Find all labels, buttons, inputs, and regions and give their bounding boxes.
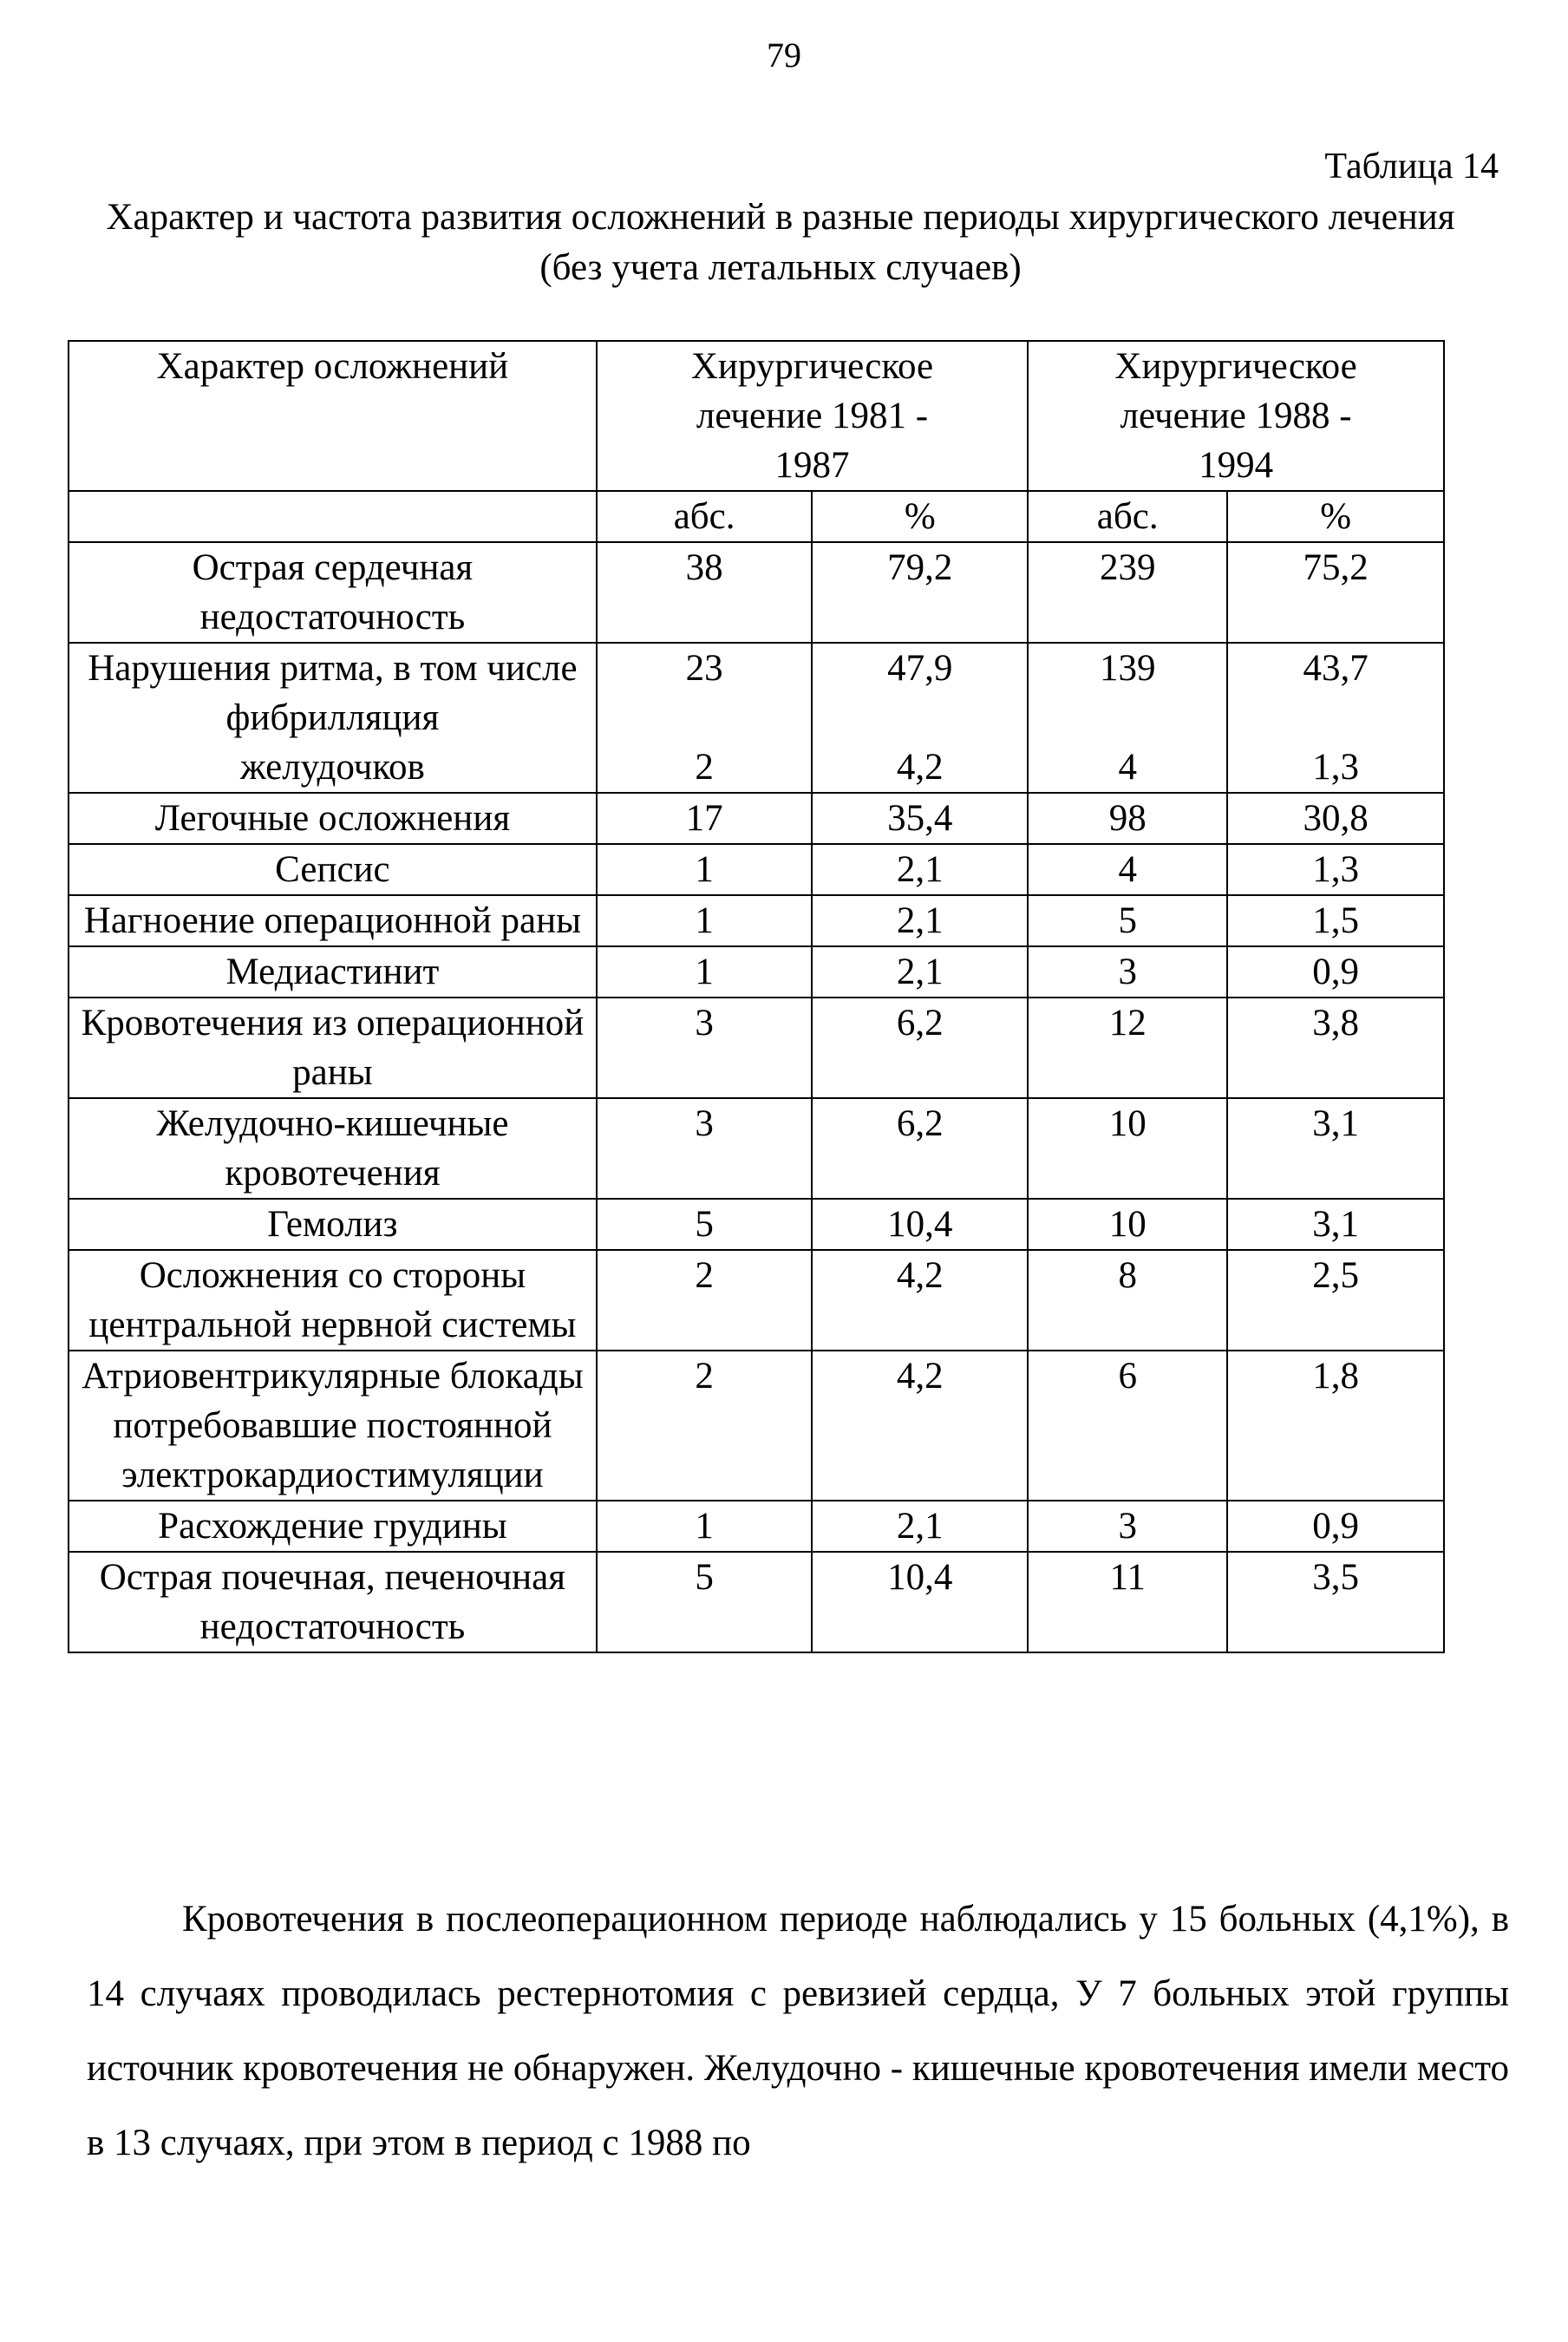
abs-1981-1987-cell: [597, 1098, 813, 1199]
abs-1988-1994: 3: [1118, 1506, 1137, 1547]
abs-1981-1987-cell: [597, 946, 813, 998]
pct-1988-1994: 1,5: [1312, 900, 1359, 941]
pct-1981-1987-cell: [812, 1199, 1028, 1250]
pct-1988-1994-cell: [1227, 1199, 1444, 1250]
abs-1988-1994: 11: [1109, 1557, 1146, 1598]
complication-name: Легочные осложнения: [154, 798, 511, 839]
table-row: [69, 1098, 1444, 1199]
pct-1981-1987: 4,2: [896, 1255, 944, 1296]
pct-1981-1987-cell: [812, 844, 1028, 895]
abs-1988-1994-cell: [1028, 1250, 1227, 1351]
abs-1981-1987: 2: [695, 1356, 714, 1397]
body-paragraph: Кровотечения в послеоперационном периоде наблюдались у 15 больных (4,1%), в 14 случаях проводилась рестернотомия с ревизией сердца, У 7 больных этой группы источник кровотечения не обнаружен. Желудочно - кишечные кровотечения имели место в 13 случаях, при этом в период с 1988 по: [87, 1899, 1509, 2163]
abs-1981-1987-cell: [597, 844, 813, 895]
complication-name-cell: [69, 1351, 597, 1501]
complications-table: [68, 340, 1445, 1653]
complication-name-cell: [69, 895, 597, 946]
abs-1988-1994: 10: [1108, 1103, 1147, 1144]
table-row: [69, 844, 1444, 895]
abs-1981-1987-cell: [597, 643, 813, 793]
table-row: [69, 946, 1444, 998]
table-row: [69, 1250, 1444, 1351]
abs-1988-1994-cell: [1028, 844, 1227, 895]
abs-1988-1994: 3: [1118, 952, 1137, 992]
complication-name-cell: [69, 1501, 597, 1552]
pct-1981-1987: 10,4: [887, 1557, 953, 1598]
abs-1988-1994-cell: [1028, 793, 1227, 844]
pct-1988-1994: 2,5: [1312, 1255, 1359, 1296]
complication-name: Расхождение грудины: [158, 1506, 507, 1547]
abs-1988-1994-cell: [1028, 895, 1227, 946]
abs-1981-1987-cell: [597, 1552, 813, 1652]
abs-1981-1987: 38: [685, 547, 723, 588]
page-number: 79: [767, 36, 801, 75]
subheader-pct-1: %: [812, 491, 1028, 542]
complication-name: Сепсис: [275, 849, 390, 890]
pct-1981-1987-cell: [812, 1351, 1028, 1501]
pct-1981-1987: 2,1: [896, 1506, 944, 1547]
abs-1981-1987: 5: [695, 1557, 714, 1598]
pct-1981-1987: 10,4: [887, 1204, 953, 1245]
pct-1981-1987-cell: [812, 643, 1028, 793]
table-row: [69, 1501, 1444, 1552]
abs-1988-1994: 12: [1108, 1003, 1147, 1043]
pct-1981-1987-cell: [812, 1098, 1028, 1199]
pct-1988-1994-cell: [1227, 946, 1444, 998]
abs-1981-1987-cell: [597, 895, 813, 946]
abs-1981-1987-sub: 2: [695, 747, 714, 788]
subheader-abs-2: абс.: [1028, 491, 1227, 542]
abs-1981-1987: 1: [695, 849, 714, 890]
table-row: [69, 1552, 1444, 1652]
table-row: [69, 643, 1444, 793]
abs-1988-1994: 6: [1118, 1356, 1137, 1397]
pct-1988-1994: 3,1: [1312, 1204, 1359, 1245]
pct-1988-1994-cell: [1227, 1552, 1444, 1652]
pct-1981-1987-cell: [812, 1250, 1028, 1351]
pct-1981-1987: 6,2: [896, 1003, 944, 1043]
abs-1981-1987: 1: [695, 900, 714, 941]
abs-1981-1987: 3: [695, 1003, 714, 1043]
spacer: [1034, 693, 1221, 743]
abs-1988-1994: 4: [1118, 849, 1137, 890]
complication-name-cell: [69, 946, 597, 998]
abs-1988-1994: 98: [1108, 798, 1147, 839]
complication-name-cell: [69, 1098, 597, 1199]
abs-1981-1987-cell: [597, 1250, 813, 1351]
subheader-abs-1: абс.: [597, 491, 813, 542]
table-row: [69, 998, 1444, 1098]
abs-1988-1994: 139: [1099, 648, 1156, 689]
abs-1988-1994-cell: [1028, 1501, 1227, 1552]
pct-1988-1994: 3,5: [1312, 1557, 1359, 1598]
complication-name-cell: [69, 643, 597, 793]
complication-name: Медиастинит: [225, 952, 440, 992]
pct-1988-1994: 0,9: [1312, 1506, 1359, 1547]
abs-1988-1994-cell: [1028, 1552, 1227, 1652]
pct-1988-1994: 30,8: [1303, 798, 1369, 839]
spacer: [818, 693, 1022, 743]
abs-1988-1994-cell: [1028, 1098, 1227, 1199]
pct-1981-1987-cell: [812, 895, 1028, 946]
abs-1981-1987-cell: [597, 1501, 813, 1552]
table-caption: Таблица 14: [1324, 147, 1499, 186]
subheader-row: [69, 491, 1444, 542]
pct-1981-1987-cell: [812, 542, 1028, 643]
pct-1988-1994: 43,7: [1303, 648, 1369, 689]
complication-name-cell: [69, 844, 597, 895]
abs-1981-1987: 3: [695, 1103, 714, 1144]
pct-1981-1987: 35,4: [887, 798, 953, 839]
pct-1981-1987: 2,1: [896, 900, 944, 941]
header-complication-type: Характер осложнений: [69, 341, 597, 491]
table-row: [69, 542, 1444, 643]
abs-1988-1994-cell: [1028, 998, 1227, 1098]
complication-name-cell: [69, 542, 597, 643]
abs-1988-1994-cell: [1028, 946, 1227, 998]
pct-1988-1994-cell: [1227, 895, 1444, 946]
complication-name: Нарушения ритма, в том числе фибрилляция: [88, 648, 578, 738]
complication-name: Атриовентрикулярные блокады потребовавшие постоянной электрокардиостимуляции: [82, 1356, 584, 1495]
complication-name-cell: [69, 793, 597, 844]
pct-1981-1987-cell: [812, 946, 1028, 998]
pct-1981-1987-cell: [812, 998, 1028, 1098]
pct-1988-1994-sub: 1,3: [1312, 747, 1359, 788]
abs-1981-1987-cell: [597, 1351, 813, 1501]
pct-1988-1994-cell: [1227, 1250, 1444, 1351]
table-row: [69, 895, 1444, 946]
abs-1981-1987: 1: [695, 952, 714, 992]
subheader-pct-2: %: [1227, 491, 1444, 542]
pct-1988-1994-cell: [1227, 844, 1444, 895]
abs-1981-1987: 23: [685, 648, 723, 689]
pct-1981-1987-sub: 4,2: [896, 747, 944, 788]
abs-1988-1994-cell: [1028, 1351, 1227, 1501]
complication-name-cell: [69, 1250, 597, 1351]
pct-1988-1994: 1,8: [1312, 1356, 1359, 1397]
pct-1981-1987: 2,1: [896, 849, 944, 890]
spacer: [1233, 693, 1438, 743]
pct-1988-1994: 0,9: [1312, 952, 1359, 992]
table-row: [69, 1351, 1444, 1501]
table-row: [69, 793, 1444, 844]
pct-1988-1994: 75,2: [1303, 547, 1369, 588]
abs-1988-1994: 239: [1099, 547, 1156, 588]
abs-1988-1994: 8: [1118, 1255, 1137, 1296]
abs-1988-1994-cell: [1028, 542, 1227, 643]
abs-1988-1994: 5: [1118, 900, 1137, 941]
abs-1988-1994: 10: [1108, 1204, 1147, 1245]
table-row: [69, 1199, 1444, 1250]
complication-name: Острая сердечная недостаточность: [192, 547, 474, 638]
pct-1981-1987-cell: [812, 1501, 1028, 1552]
complication-name-cell: [69, 1552, 597, 1652]
pct-1981-1987: 47,9: [887, 648, 953, 689]
abs-1981-1987-cell: [597, 998, 813, 1098]
abs-1981-1987: 5: [695, 1204, 714, 1245]
abs-1988-1994-cell: [1028, 643, 1227, 793]
pct-1981-1987: 4,2: [896, 1356, 944, 1397]
complication-name-cell: [69, 998, 597, 1098]
pct-1981-1987: 79,2: [887, 547, 953, 588]
abs-1981-1987-cell: [597, 542, 813, 643]
subheader-empty: [69, 491, 597, 542]
complication-name: Гемолиз: [267, 1204, 398, 1245]
pct-1981-1987: 2,1: [896, 952, 944, 992]
complication-name-cell: [69, 1199, 597, 1250]
pct-1988-1994-cell: [1227, 643, 1444, 793]
table-title: Характер и частота развития осложнений в разные периоды хирургического лечения (без учета летальных случаев): [106, 197, 1455, 288]
header-period-2: Хирургическое лечение 1988 - 1994: [1028, 341, 1444, 491]
pct-1988-1994-cell: [1227, 542, 1444, 643]
complication-name: Нагноение операционной раны: [83, 900, 582, 941]
abs-1981-1987-cell: [597, 1199, 813, 1250]
complication-name: Желудочно-кишечные кровотечения: [156, 1103, 509, 1194]
complication-name: Осложнения со стороны центральной нервной системы: [88, 1255, 577, 1345]
pct-1981-1987-cell: [812, 1552, 1028, 1652]
pct-1988-1994: 3,1: [1312, 1103, 1359, 1144]
pct-1988-1994-cell: [1227, 793, 1444, 844]
abs-1981-1987-cell: [597, 793, 813, 844]
pct-1981-1987-cell: [812, 793, 1028, 844]
complication-name: Острая почечная, печеночная недостаточность: [99, 1557, 566, 1647]
complication-name-sub: желудочков: [239, 747, 425, 788]
pct-1988-1994-cell: [1227, 1351, 1444, 1501]
pct-1988-1994: 1,3: [1312, 849, 1359, 890]
header-period-1: Хирургическое лечение 1981 - 1987: [597, 341, 1028, 491]
pct-1988-1994-cell: [1227, 1501, 1444, 1552]
header-row: [69, 341, 1444, 491]
abs-1981-1987: 1: [695, 1506, 714, 1547]
spacer: [603, 693, 807, 743]
pct-1988-1994-cell: [1227, 1098, 1444, 1199]
abs-1988-1994-sub: 4: [1118, 747, 1137, 788]
pct-1988-1994: 3,8: [1312, 1003, 1359, 1043]
abs-1981-1987: 17: [685, 798, 723, 839]
pct-1981-1987: 6,2: [896, 1103, 944, 1144]
complication-name: Кровотечения из операционной раны: [81, 1003, 585, 1093]
abs-1981-1987: 2: [695, 1255, 714, 1296]
pct-1988-1994-cell: [1227, 998, 1444, 1098]
abs-1988-1994-cell: [1028, 1199, 1227, 1250]
